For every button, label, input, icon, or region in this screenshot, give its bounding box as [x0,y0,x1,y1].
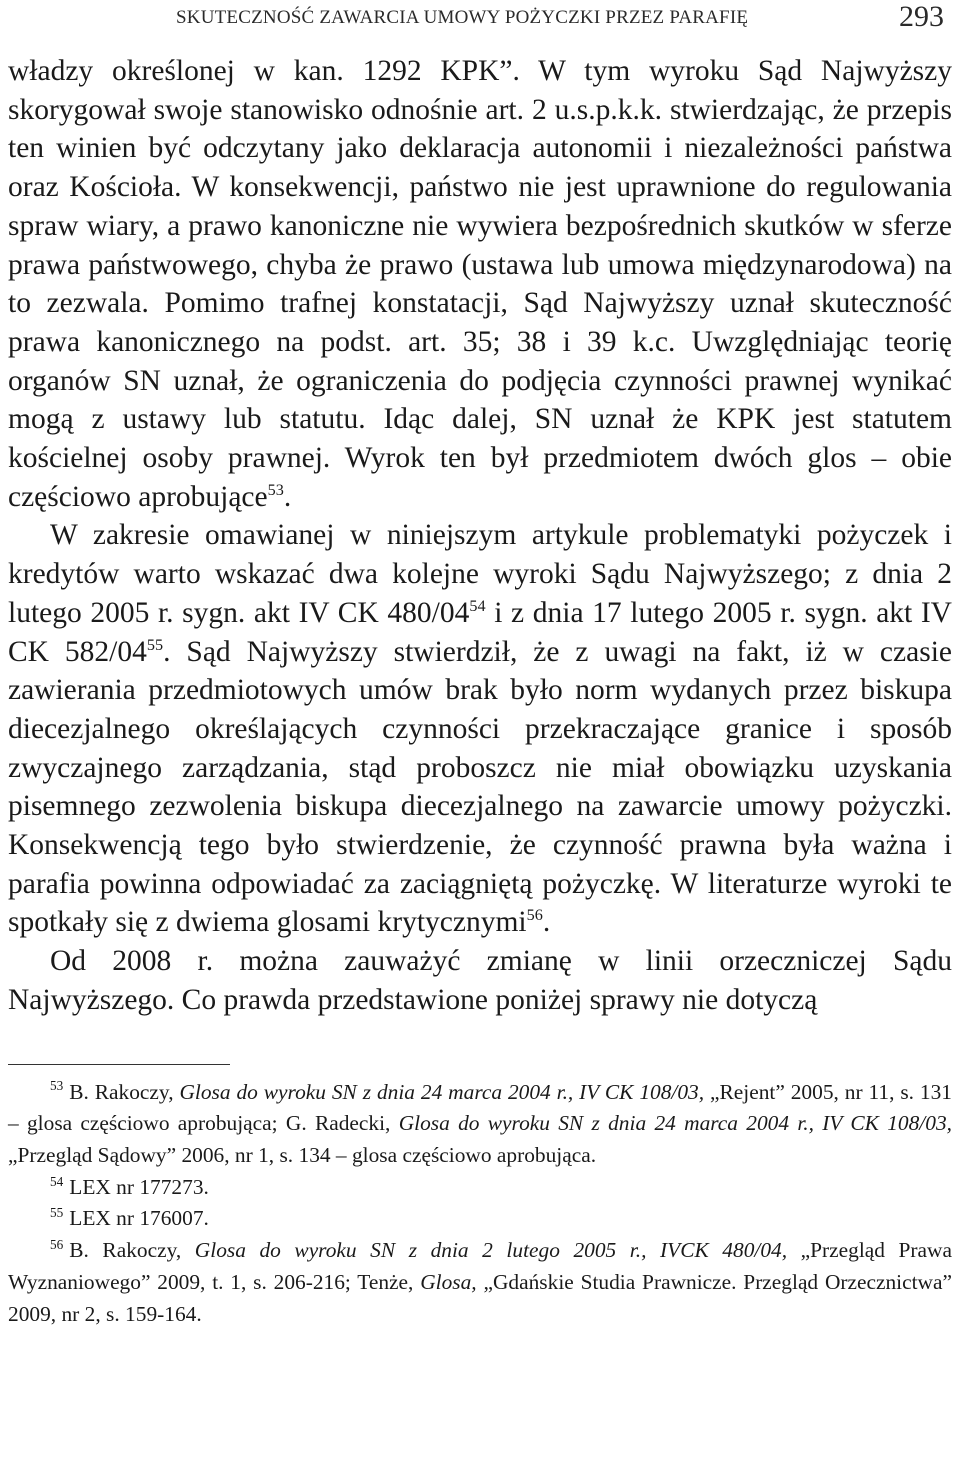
paragraph-2-text-c: . Sąd Najwyższy stwierdził, że z uwagi na fakt, iż w czasie zawierania przedmiotowych umów brak było norm wydanych przez biskupa diecezjalnego określających czynności przekraczające granice i sposób zwyczajnego zarządzania, stąd proboszcz nie miał obowiązku uzyskania pisemnego zezwolenia biskupa diecezjalnego na zawarcie umowy pożyczki. Konsekwencją tego było stwierdzenie, że czynność prawna była ważna i parafia powinna odpowiadać za zaciągniętą pożyczkę. W literaturze wyroki te spotkały się z dwiema glosami krytycznymi [8,635,952,939]
paragraph-1-text: władzy określonej w kan. 1292 KPK”. W tym wyroku Sąd Najwyższy skorygował swoje stanowisko odnośnie art. 2 u.s.p.k.k. stwierdzając, że przepis ten winien być odczytany jako deklaracja autonomii i niezależności państwa oraz Kościoła. W konsekwencji, państwo nie jest uprawnione do regulowania spraw wiary, a prawo kanoniczne nie wywiera bezpośrednich skutków w sferze prawa państwowego, chyba że prawo (ustawa lub umowa międzynarodowa) na to zezwala. Pomimo trafnej konstatacji, Sąd Najwyższy uznał skuteczność prawa kanonicznego na podst. art. 35; 38 i 39 k.c. Uwzględniając teorię organów SN uznał, że ograniczenia do podjęcia czynności prawnej wynikać mogą z ustawy lub statutu. Idąc dalej, SN uznał że KPK jest statutem kościelnej osoby prawnej. Wyrok ten był przedmiotem dwóch glos – obie częściowo aprobujące [8,55,952,513]
footnote-ref-55[interactable]: 55 [146,635,164,654]
footnote-number: 55 [50,1205,64,1221]
footnote-55 [8,1203,952,1235]
footnote-italic-title: Glosa do wyroku SN z dnia 24 marca 2004 r., IV CK 108/03, [398,1111,952,1136]
paragraph-1 [8,52,952,516]
footnote-56 [8,1235,952,1330]
footnote-text: LEX nr 176007. [69,1206,209,1231]
footnote-53 [8,1077,952,1172]
paragraph-3 [8,942,952,1019]
paragraph-2-text-b: i z dnia 17 lutego 2005 r. sygn. akt IV CK 582/04 [8,596,952,668]
footnote-italic-title: Glosa do wyroku SN z dnia 2 lutego 2005 r., IVCK 480/04, [194,1238,788,1263]
footnote-ref-54[interactable]: 54 [469,597,486,616]
footnote-divider [8,1064,230,1065]
footnote-number: 56 [50,1236,64,1252]
footnote-text: B. Rakoczy, [69,1079,180,1104]
footnote-text: B. Rakoczy, [69,1238,195,1263]
page-number: 293 [899,0,944,33]
footnote-ref-53[interactable]: 53 [267,480,284,499]
footnotes [8,1077,952,1331]
body-text [8,52,952,1020]
footnote-text: „Rejent” 2005, nr 11, s. 131 – glosa częściowo aprobująca; G. Radecki, [8,1079,952,1136]
footnote-text: „Przegląd Prawa Wyznaniowego” 2009, t. 1, s. 206-216; Tenże, [8,1238,952,1294]
paragraph-3-text: Od 2008 r. można zauważyć zmianę w linii orzeczniczej Sądu Najwyższego. Co prawda przedstawione poniżej sprawy nie dotyczą [8,945,952,1016]
footnote-text: LEX nr 177273. [69,1174,209,1199]
footnote-ref-56[interactable]: 56 [526,906,543,925]
paragraph-2 [8,516,952,942]
footnote-italic-title: Glosa do wyroku SN z dnia 24 marca 2004 r., IV CK 108/03, [179,1079,705,1104]
paragraph-2-end: . [542,906,551,939]
footnote-text: „Przegląd Sądowy” 2006, nr 1, s. 134 – glosa częściowo aprobująca. [8,1142,597,1167]
footnote-number: 53 [50,1078,64,1094]
footnote-italic-title: Glosa, [420,1269,477,1294]
footnote-54 [8,1172,952,1204]
paragraph-1-end: . [283,480,292,513]
paragraph-2-text-a: W zakresie omawianej w niniejszym artykule problematyki pożyczek i kredytów warto wskazać dwa kolejne wyroki Sądu Najwyższego; z dnia 2 lutego 2005 r. sygn. akt IV CK 480/04 [8,519,952,629]
footnote-number: 54 [50,1173,64,1189]
running-title: SKUTECZNOŚĆ ZAWARCIA UMOWY POŻYCZKI PRZEZ PARAFIĘ [176,7,749,28]
running-head [8,0,952,52]
footnote-text: „Gdańskie Studia Prawnicze. Przegląd Orzecznictwa” 2009, nr 2, s. 159-164. [8,1269,952,1326]
